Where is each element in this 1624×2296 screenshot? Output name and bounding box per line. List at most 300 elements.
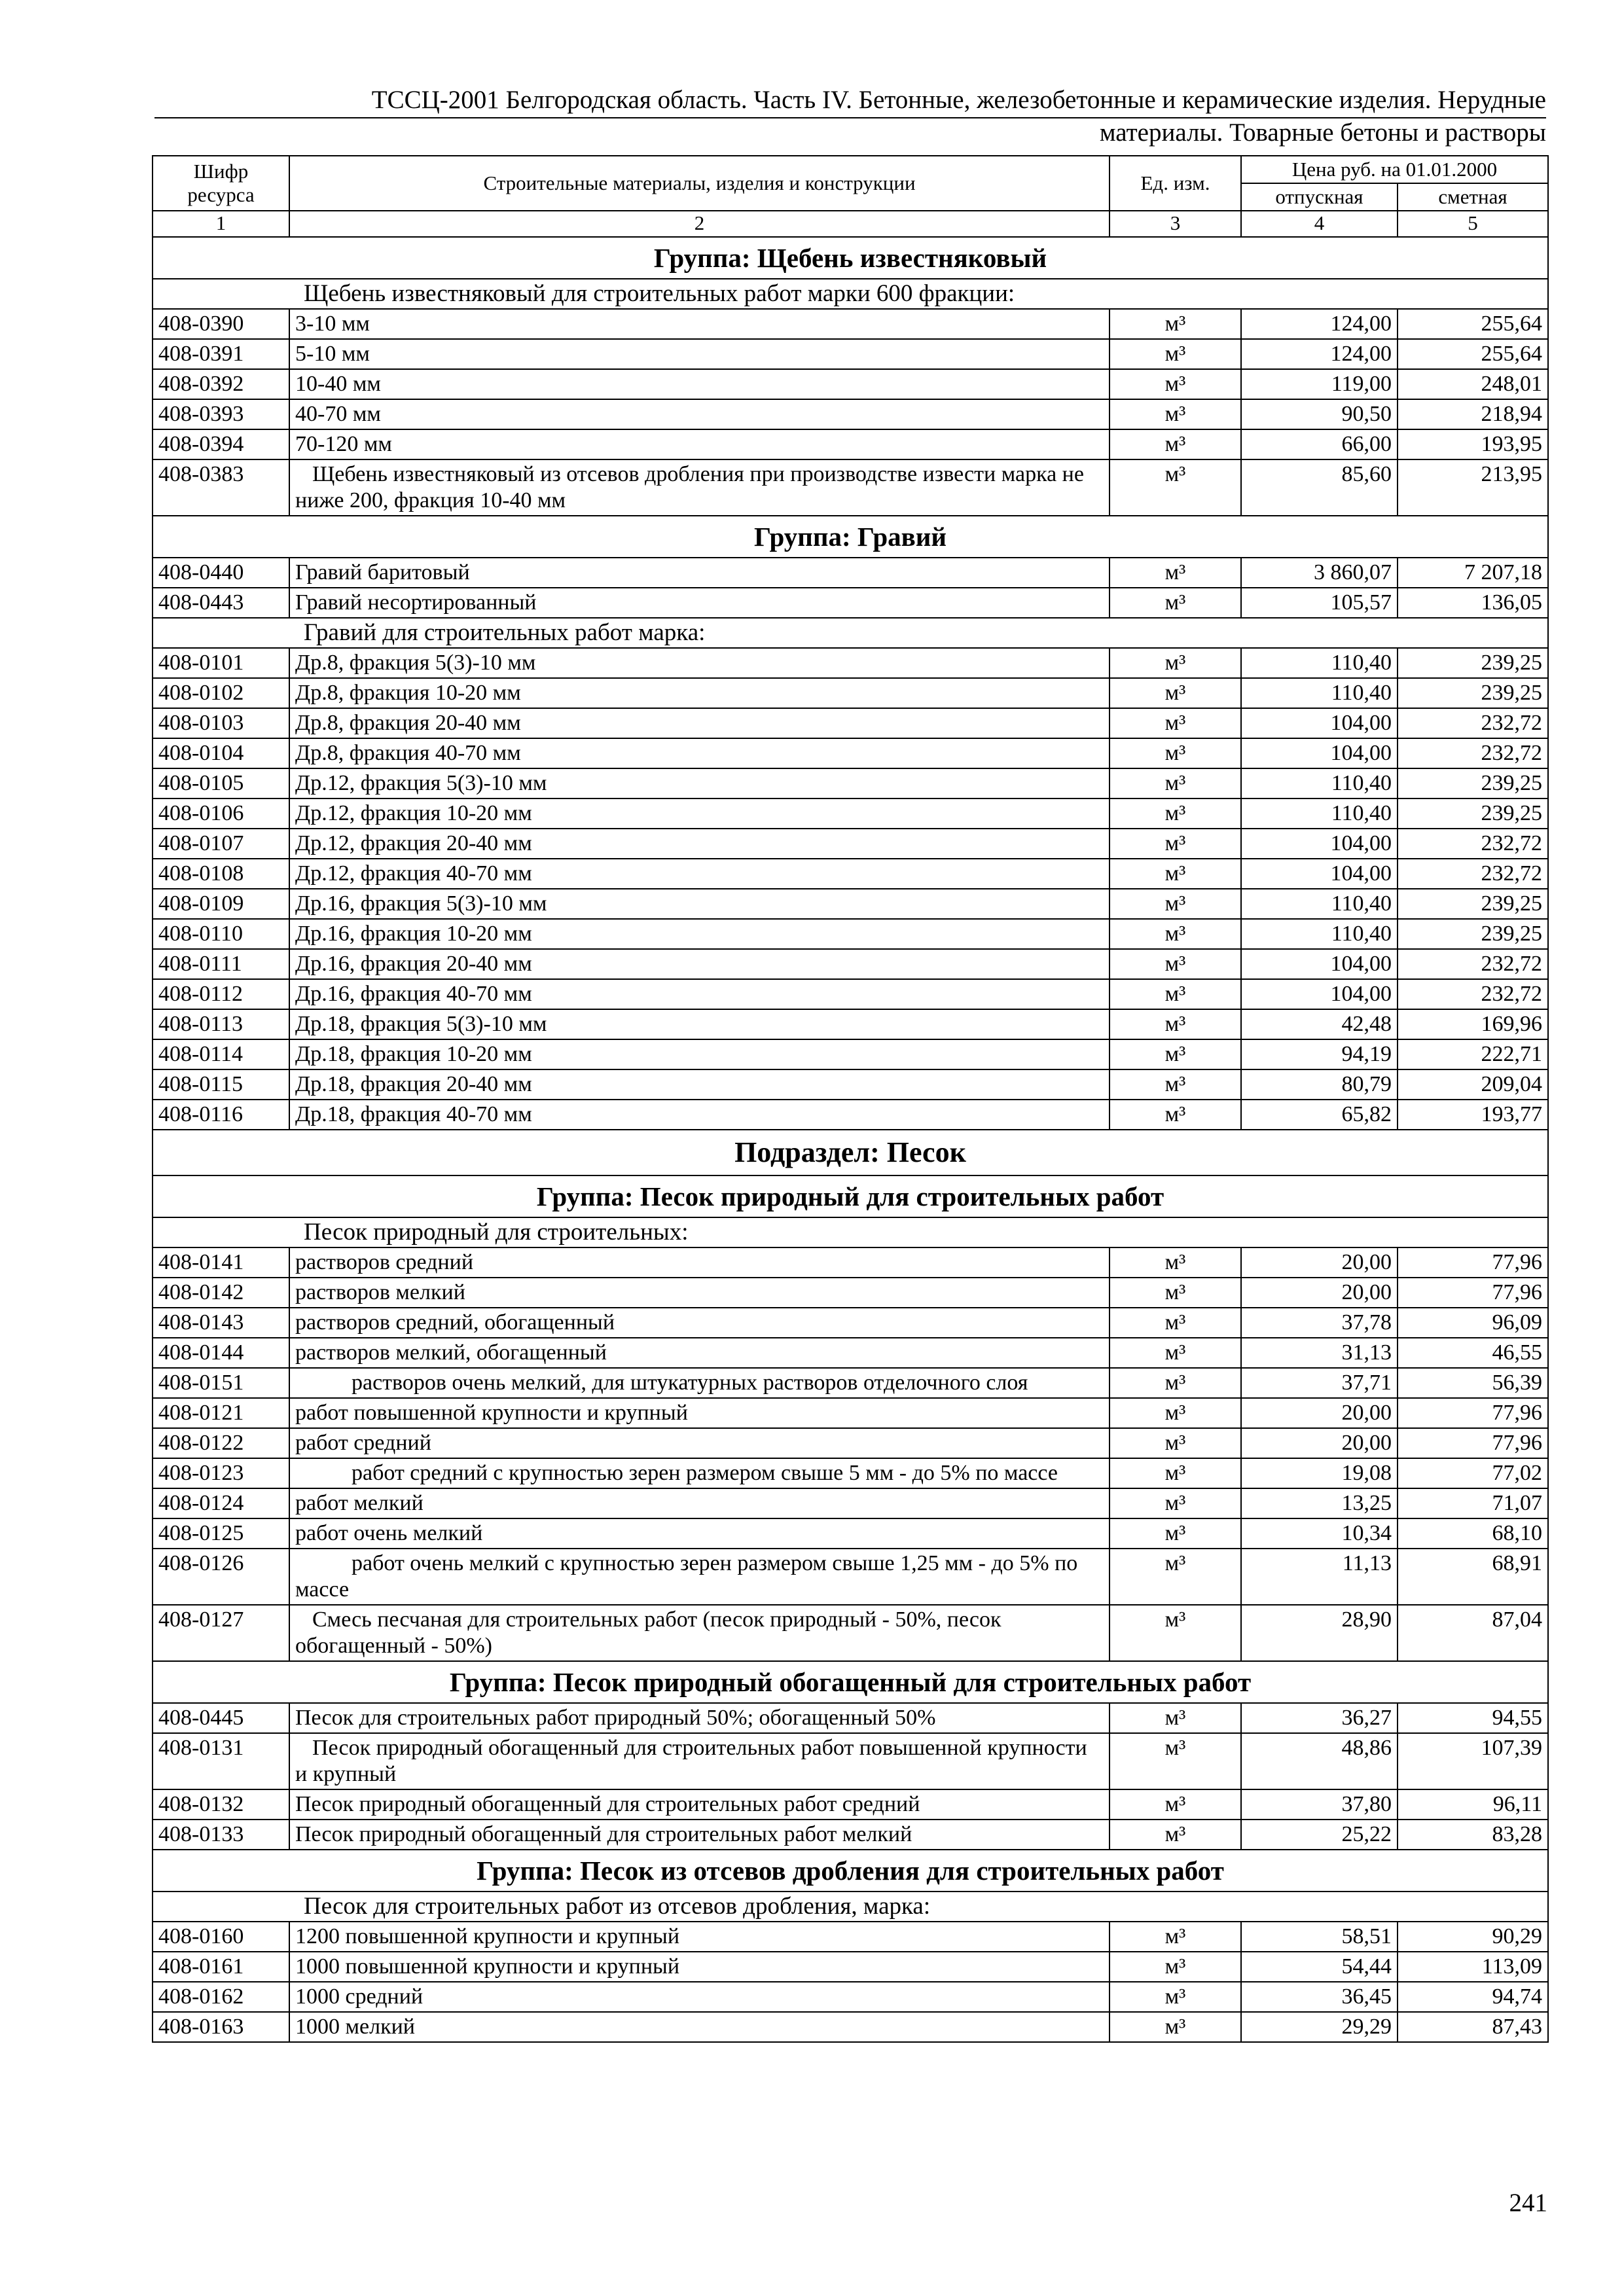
table-row bbox=[153, 1922, 1548, 1952]
header-line-1: ТССЦ-2001 Белгородская область. Часть IV. Бетонные, железобетонные и керамические изделия. Нерудные bbox=[371, 86, 1546, 114]
table-row bbox=[153, 558, 1548, 588]
material-name: Др.12, фракция 40-70 мм bbox=[289, 859, 1110, 889]
table-row bbox=[153, 1100, 1548, 1130]
unit: м³ bbox=[1110, 1039, 1241, 1069]
resource-code: 408-0103 bbox=[153, 708, 289, 738]
group-header-row bbox=[153, 1175, 1548, 1217]
unit: м³ bbox=[1110, 2012, 1241, 2042]
unit: м³ bbox=[1110, 1549, 1241, 1605]
unit: м³ bbox=[1110, 798, 1241, 829]
estimate-price: 77,96 bbox=[1398, 1428, 1548, 1458]
release-price: 104,00 bbox=[1241, 979, 1398, 1009]
table-row bbox=[153, 1982, 1548, 2012]
material-name: 40-70 мм bbox=[289, 399, 1110, 429]
unit: м³ bbox=[1110, 588, 1241, 618]
table-row bbox=[153, 1368, 1548, 1398]
estimate-price: 255,64 bbox=[1398, 309, 1548, 339]
resource-code: 408-0162 bbox=[153, 1982, 289, 2012]
estimate-price: 87,04 bbox=[1398, 1605, 1548, 1661]
price-table bbox=[152, 155, 1549, 2043]
table-row bbox=[153, 1458, 1548, 1488]
material-name: Гравий несортированный bbox=[289, 588, 1110, 618]
resource-code: 408-0392 bbox=[153, 369, 289, 399]
estimate-price: 77,96 bbox=[1398, 1398, 1548, 1428]
col-code-header: Шифр ресурса bbox=[153, 156, 289, 211]
release-price: 29,29 bbox=[1241, 2012, 1398, 2042]
material-name: Др.18, фракция 20-40 мм bbox=[289, 1069, 1110, 1100]
unit: м³ bbox=[1110, 708, 1241, 738]
release-price: 104,00 bbox=[1241, 949, 1398, 979]
estimate-price: 77,96 bbox=[1398, 1247, 1548, 1278]
group-title: Группа: Песок природный для строительных работ bbox=[153, 1175, 1548, 1217]
table-row bbox=[153, 949, 1548, 979]
release-price: 110,40 bbox=[1241, 919, 1398, 949]
release-price: 37,80 bbox=[1241, 1789, 1398, 1820]
material-name: работ очень мелкий bbox=[289, 1518, 1110, 1549]
resource-code: 408-0390 bbox=[153, 309, 289, 339]
table-row bbox=[153, 1069, 1548, 1100]
subgroup-title: Гравий для строительных работ марка: bbox=[153, 618, 1548, 648]
unit: м³ bbox=[1110, 1789, 1241, 1820]
resource-code: 408-0106 bbox=[153, 798, 289, 829]
estimate-price: 96,09 bbox=[1398, 1308, 1548, 1338]
release-price: 11,13 bbox=[1241, 1549, 1398, 1605]
subgroup-title-row bbox=[153, 1892, 1548, 1922]
unit: м³ bbox=[1110, 429, 1241, 459]
estimate-price: 248,01 bbox=[1398, 369, 1548, 399]
table-row bbox=[153, 1820, 1548, 1850]
resource-code: 408-0107 bbox=[153, 829, 289, 859]
col-number: 5 bbox=[1398, 211, 1548, 237]
resource-code: 408-0116 bbox=[153, 1100, 289, 1130]
table-row bbox=[153, 979, 1548, 1009]
release-price: 65,82 bbox=[1241, 1100, 1398, 1130]
material-name: Смесь песчаная для строительных работ (песок природный - 50%, песок обогащенный - 50%) bbox=[289, 1605, 1110, 1661]
unit: м³ bbox=[1110, 859, 1241, 889]
material-name: Песок природный обогащенный для строительных работ повышенной крупности и крупный bbox=[289, 1733, 1110, 1789]
material-name: 1000 мелкий bbox=[289, 2012, 1110, 2042]
resource-code: 408-0143 bbox=[153, 1308, 289, 1338]
release-price: 105,57 bbox=[1241, 588, 1398, 618]
estimate-price: 68,91 bbox=[1398, 1549, 1548, 1605]
estimate-price: 107,39 bbox=[1398, 1733, 1548, 1789]
release-price: 104,00 bbox=[1241, 738, 1398, 768]
release-price: 25,22 bbox=[1241, 1820, 1398, 1850]
resource-code: 408-0141 bbox=[153, 1247, 289, 1278]
subgroup-title: Песок природный для строительных: bbox=[153, 1217, 1548, 1247]
unit: м³ bbox=[1110, 648, 1241, 678]
table-row bbox=[153, 1278, 1548, 1308]
unit: м³ bbox=[1110, 399, 1241, 429]
table-row bbox=[153, 339, 1548, 369]
material-name: Др.12, фракция 10-20 мм bbox=[289, 798, 1110, 829]
material-name: 3-10 мм bbox=[289, 309, 1110, 339]
unit: м³ bbox=[1110, 678, 1241, 708]
table-row bbox=[153, 429, 1548, 459]
unit: м³ bbox=[1110, 979, 1241, 1009]
resource-code: 408-0115 bbox=[153, 1069, 289, 1100]
estimate-price: 87,43 bbox=[1398, 2012, 1548, 2042]
release-price: 42,48 bbox=[1241, 1009, 1398, 1039]
estimate-price: 96,11 bbox=[1398, 1789, 1548, 1820]
table-row bbox=[153, 369, 1548, 399]
col-number: 2 bbox=[289, 211, 1110, 237]
header-line-2: материалы. Товарные бетоны и растворы bbox=[1099, 118, 1546, 147]
release-price: 80,79 bbox=[1241, 1069, 1398, 1100]
release-price: 124,00 bbox=[1241, 339, 1398, 369]
table-row bbox=[153, 1518, 1548, 1549]
resource-code: 408-0163 bbox=[153, 2012, 289, 2042]
estimate-price: 232,72 bbox=[1398, 859, 1548, 889]
resource-code: 408-0112 bbox=[153, 979, 289, 1009]
unit: м³ bbox=[1110, 1247, 1241, 1278]
release-price: 20,00 bbox=[1241, 1428, 1398, 1458]
col-name-header: Строительные материалы, изделия и конструкции bbox=[289, 156, 1110, 211]
estimate-price: 90,29 bbox=[1398, 1922, 1548, 1952]
resource-code: 408-0105 bbox=[153, 768, 289, 798]
col-unit-header: Ед. изм. bbox=[1110, 156, 1241, 211]
resource-code: 408-0443 bbox=[153, 588, 289, 618]
release-price: 110,40 bbox=[1241, 768, 1398, 798]
resource-code: 408-0160 bbox=[153, 1922, 289, 1952]
material-name: растворов очень мелкий, для штукатурных растворов отделочного слоя bbox=[289, 1368, 1110, 1398]
estimate-price: 113,09 bbox=[1398, 1952, 1548, 1982]
table-row bbox=[153, 708, 1548, 738]
material-name: растворов средний, обогащенный bbox=[289, 1308, 1110, 1338]
resource-code: 408-0151 bbox=[153, 1368, 289, 1398]
unit: м³ bbox=[1110, 949, 1241, 979]
estimate-price: 239,25 bbox=[1398, 798, 1548, 829]
estimate-price: 94,74 bbox=[1398, 1982, 1548, 2012]
resource-code: 408-0131 bbox=[153, 1733, 289, 1789]
estimate-price: 77,02 bbox=[1398, 1458, 1548, 1488]
material-name: Песок для строительных работ природный 50%; обогащенный 50% bbox=[289, 1703, 1110, 1733]
material-name: Др.12, фракция 20-40 мм bbox=[289, 829, 1110, 859]
material-name: работ очень мелкий с крупностью зерен размером свыше 1,25 мм - до 5% по массе bbox=[289, 1549, 1110, 1605]
material-name: Песок природный обогащенный для строительных работ средний bbox=[289, 1789, 1110, 1820]
group-title: Группа: Песок из отсевов дробления для строительных работ bbox=[153, 1850, 1548, 1892]
material-name: 1000 средний bbox=[289, 1982, 1110, 2012]
unit: м³ bbox=[1110, 1922, 1241, 1952]
resource-code: 408-0114 bbox=[153, 1039, 289, 1069]
material-name: работ средний bbox=[289, 1428, 1110, 1458]
release-price: 85,60 bbox=[1241, 459, 1398, 516]
release-price: 48,86 bbox=[1241, 1733, 1398, 1789]
subgroup-title: Песок для строительных работ из отсевов дробления, марка: bbox=[153, 1892, 1548, 1922]
release-price: 20,00 bbox=[1241, 1247, 1398, 1278]
resource-code: 408-0113 bbox=[153, 1009, 289, 1039]
group-title: Группа: Песок природный обогащенный для строительных работ bbox=[153, 1661, 1548, 1703]
estimate-price: 169,96 bbox=[1398, 1009, 1548, 1039]
estimate-price: 239,25 bbox=[1398, 889, 1548, 919]
release-price: 104,00 bbox=[1241, 708, 1398, 738]
estimate-price: 232,72 bbox=[1398, 708, 1548, 738]
material-name: Песок природный обогащенный для строительных работ мелкий bbox=[289, 1820, 1110, 1850]
column-number-row bbox=[153, 211, 1548, 237]
table-row bbox=[153, 798, 1548, 829]
resource-code: 408-0125 bbox=[153, 1518, 289, 1549]
material-name: Др.8, фракция 5(3)-10 мм bbox=[289, 648, 1110, 678]
estimate-price: 232,72 bbox=[1398, 979, 1548, 1009]
unit: м³ bbox=[1110, 1518, 1241, 1549]
table-row bbox=[153, 1952, 1548, 1982]
release-price: 90,50 bbox=[1241, 399, 1398, 429]
table-row bbox=[153, 1338, 1548, 1368]
unit: м³ bbox=[1110, 1488, 1241, 1518]
estimate-price: 239,25 bbox=[1398, 678, 1548, 708]
unit: м³ bbox=[1110, 889, 1241, 919]
release-price: 54,44 bbox=[1241, 1952, 1398, 1982]
unit: м³ bbox=[1110, 1952, 1241, 1982]
unit: м³ bbox=[1110, 339, 1241, 369]
material-name: 1200 повышенной крупности и крупный bbox=[289, 1922, 1110, 1952]
table-row bbox=[153, 829, 1548, 859]
estimate-price: 46,55 bbox=[1398, 1338, 1548, 1368]
material-name: Др.8, фракция 20-40 мм bbox=[289, 708, 1110, 738]
release-price: 110,40 bbox=[1241, 678, 1398, 708]
material-name: Др.16, фракция 10-20 мм bbox=[289, 919, 1110, 949]
unit: м³ bbox=[1110, 558, 1241, 588]
unit: м³ bbox=[1110, 1009, 1241, 1039]
subgroup-title-row bbox=[153, 1217, 1548, 1247]
resource-code: 408-0445 bbox=[153, 1703, 289, 1733]
release-price: 110,40 bbox=[1241, 889, 1398, 919]
table-row bbox=[153, 738, 1548, 768]
release-price: 119,00 bbox=[1241, 369, 1398, 399]
col-release-header: отпускная bbox=[1241, 183, 1398, 211]
release-price: 10,34 bbox=[1241, 1518, 1398, 1549]
running-header bbox=[154, 84, 1546, 149]
resource-code: 408-0109 bbox=[153, 889, 289, 919]
release-price: 3 860,07 bbox=[1241, 558, 1398, 588]
section-title: Подраздел: Песок bbox=[153, 1130, 1548, 1175]
estimate-price: 56,39 bbox=[1398, 1368, 1548, 1398]
release-price: 37,71 bbox=[1241, 1368, 1398, 1398]
resource-code: 408-0391 bbox=[153, 339, 289, 369]
material-name: Др.18, фракция 5(3)-10 мм bbox=[289, 1009, 1110, 1039]
unit: м³ bbox=[1110, 1428, 1241, 1458]
release-price: 94,19 bbox=[1241, 1039, 1398, 1069]
unit: м³ bbox=[1110, 1100, 1241, 1130]
estimate-price: 68,10 bbox=[1398, 1518, 1548, 1549]
material-name: 5-10 мм bbox=[289, 339, 1110, 369]
unit: м³ bbox=[1110, 1069, 1241, 1100]
unit: м³ bbox=[1110, 919, 1241, 949]
material-name: Гравий баритовый bbox=[289, 558, 1110, 588]
unit: м³ bbox=[1110, 1458, 1241, 1488]
table-row bbox=[153, 1039, 1548, 1069]
material-name: работ мелкий bbox=[289, 1488, 1110, 1518]
table-row bbox=[153, 1733, 1548, 1789]
unit: м³ bbox=[1110, 1982, 1241, 2012]
resource-code: 408-0124 bbox=[153, 1488, 289, 1518]
table-row bbox=[153, 1308, 1548, 1338]
estimate-price: 255,64 bbox=[1398, 339, 1548, 369]
release-price: 110,40 bbox=[1241, 798, 1398, 829]
table-header-row bbox=[153, 156, 1548, 183]
material-name: Др.16, фракция 40-70 мм bbox=[289, 979, 1110, 1009]
group-header-row bbox=[153, 237, 1548, 279]
table-row bbox=[153, 648, 1548, 678]
resource-code: 408-0144 bbox=[153, 1338, 289, 1368]
material-name: Др.8, фракция 10-20 мм bbox=[289, 678, 1110, 708]
table-row bbox=[153, 678, 1548, 708]
release-price: 13,25 bbox=[1241, 1488, 1398, 1518]
resource-code: 408-0394 bbox=[153, 429, 289, 459]
material-name: Др.18, фракция 40-70 мм bbox=[289, 1100, 1110, 1130]
estimate-price: 193,77 bbox=[1398, 1100, 1548, 1130]
resource-code: 408-0110 bbox=[153, 919, 289, 949]
estimate-price: 239,25 bbox=[1398, 648, 1548, 678]
unit: м³ bbox=[1110, 1308, 1241, 1338]
material-name: работ средний с крупностью зерен размером свыше 5 мм - до 5% по массе bbox=[289, 1458, 1110, 1488]
resource-code: 408-0102 bbox=[153, 678, 289, 708]
table-row bbox=[153, 399, 1548, 429]
resource-code: 408-0108 bbox=[153, 859, 289, 889]
estimate-price: 94,55 bbox=[1398, 1703, 1548, 1733]
material-name: 10-40 мм bbox=[289, 369, 1110, 399]
material-name: 1000 повышенной крупности и крупный bbox=[289, 1952, 1110, 1982]
col-estimate-header: сметная bbox=[1398, 183, 1548, 211]
subgroup-title-row bbox=[153, 618, 1548, 648]
resource-code: 408-0101 bbox=[153, 648, 289, 678]
material-name: Др.12, фракция 5(3)-10 мм bbox=[289, 768, 1110, 798]
table-row bbox=[153, 1605, 1548, 1661]
col-number: 1 bbox=[153, 211, 289, 237]
estimate-price: 71,07 bbox=[1398, 1488, 1548, 1518]
release-price: 110,40 bbox=[1241, 648, 1398, 678]
estimate-price: 209,04 bbox=[1398, 1069, 1548, 1100]
estimate-price: 239,25 bbox=[1398, 768, 1548, 798]
release-price: 124,00 bbox=[1241, 309, 1398, 339]
unit: м³ bbox=[1110, 1605, 1241, 1661]
resource-code: 408-0104 bbox=[153, 738, 289, 768]
resource-code: 408-0127 bbox=[153, 1605, 289, 1661]
estimate-price: 232,72 bbox=[1398, 829, 1548, 859]
table-row bbox=[153, 1789, 1548, 1820]
estimate-price: 239,25 bbox=[1398, 919, 1548, 949]
resource-code: 408-0126 bbox=[153, 1549, 289, 1605]
resource-code: 408-0393 bbox=[153, 399, 289, 429]
col-number: 4 bbox=[1241, 211, 1398, 237]
header-rule bbox=[154, 117, 1546, 118]
unit: м³ bbox=[1110, 768, 1241, 798]
table-row bbox=[153, 1428, 1548, 1458]
estimate-price: 136,05 bbox=[1398, 588, 1548, 618]
release-price: 37,78 bbox=[1241, 1308, 1398, 1338]
group-title: Группа: Гравий bbox=[153, 516, 1548, 558]
resource-code: 408-0123 bbox=[153, 1458, 289, 1488]
unit: м³ bbox=[1110, 1733, 1241, 1789]
resource-code: 408-0440 bbox=[153, 558, 289, 588]
material-name: растворов средний bbox=[289, 1247, 1110, 1278]
estimate-price: 7 207,18 bbox=[1398, 558, 1548, 588]
material-name: Щебень известняковый из отсевов дробления при производстве извести марка не ниже 200, фракция 10-40 мм bbox=[289, 459, 1110, 516]
unit: м³ bbox=[1110, 829, 1241, 859]
resource-code: 408-0161 bbox=[153, 1952, 289, 1982]
table-row bbox=[153, 588, 1548, 618]
release-price: 19,08 bbox=[1241, 1458, 1398, 1488]
unit: м³ bbox=[1110, 309, 1241, 339]
table-row bbox=[153, 919, 1548, 949]
estimate-price: 232,72 bbox=[1398, 738, 1548, 768]
subgroup-title-row bbox=[153, 279, 1548, 309]
group-header-row bbox=[153, 1850, 1548, 1892]
table-row bbox=[153, 1549, 1548, 1605]
release-price: 58,51 bbox=[1241, 1922, 1398, 1952]
material-name: Др.16, фракция 20-40 мм bbox=[289, 949, 1110, 979]
group-title: Группа: Щебень известняковый bbox=[153, 237, 1548, 279]
unit: м³ bbox=[1110, 1398, 1241, 1428]
release-price: 20,00 bbox=[1241, 1278, 1398, 1308]
table-row bbox=[153, 309, 1548, 339]
table-row bbox=[153, 1009, 1548, 1039]
material-name: растворов мелкий, обогащенный bbox=[289, 1338, 1110, 1368]
estimate-price: 232,72 bbox=[1398, 949, 1548, 979]
resource-code: 408-0132 bbox=[153, 1789, 289, 1820]
unit: м³ bbox=[1110, 738, 1241, 768]
material-name: Др.8, фракция 40-70 мм bbox=[289, 738, 1110, 768]
table-row bbox=[153, 1488, 1548, 1518]
unit: м³ bbox=[1110, 459, 1241, 516]
release-price: 66,00 bbox=[1241, 429, 1398, 459]
table-row bbox=[153, 459, 1548, 516]
group-header-row bbox=[153, 1661, 1548, 1703]
release-price: 104,00 bbox=[1241, 829, 1398, 859]
table-row bbox=[153, 1247, 1548, 1278]
release-price: 36,27 bbox=[1241, 1703, 1398, 1733]
estimate-price: 222,71 bbox=[1398, 1039, 1548, 1069]
page-number: 241 bbox=[1509, 2189, 1547, 2217]
material-name: растворов мелкий bbox=[289, 1278, 1110, 1308]
table-row bbox=[153, 889, 1548, 919]
material-name: работ повышенной крупности и крупный bbox=[289, 1398, 1110, 1428]
release-price: 20,00 bbox=[1241, 1398, 1398, 1428]
section-header-row bbox=[153, 1130, 1548, 1175]
resource-code: 408-0121 bbox=[153, 1398, 289, 1428]
material-name: Др.16, фракция 5(3)-10 мм bbox=[289, 889, 1110, 919]
table-body bbox=[153, 237, 1548, 2042]
table-row bbox=[153, 768, 1548, 798]
unit: м³ bbox=[1110, 369, 1241, 399]
material-name: 70-120 мм bbox=[289, 429, 1110, 459]
estimate-price: 83,28 bbox=[1398, 1820, 1548, 1850]
subgroup-title: Щебень известняковый для строительных работ марки 600 фракции: bbox=[153, 279, 1548, 309]
material-name: Др.18, фракция 10-20 мм bbox=[289, 1039, 1110, 1069]
release-price: 36,45 bbox=[1241, 1982, 1398, 2012]
group-header-row bbox=[153, 516, 1548, 558]
resource-code: 408-0383 bbox=[153, 459, 289, 516]
estimate-price: 193,95 bbox=[1398, 429, 1548, 459]
resource-code: 408-0133 bbox=[153, 1820, 289, 1850]
unit: м³ bbox=[1110, 1278, 1241, 1308]
table-row bbox=[153, 1703, 1548, 1733]
col-price-header: Цена руб. на 01.01.2000 bbox=[1241, 156, 1548, 183]
table-row bbox=[153, 859, 1548, 889]
unit: м³ bbox=[1110, 1368, 1241, 1398]
unit: м³ bbox=[1110, 1338, 1241, 1368]
release-price: 104,00 bbox=[1241, 859, 1398, 889]
release-price: 28,90 bbox=[1241, 1605, 1398, 1661]
resource-code: 408-0122 bbox=[153, 1428, 289, 1458]
resource-code: 408-0111 bbox=[153, 949, 289, 979]
unit: м³ bbox=[1110, 1703, 1241, 1733]
estimate-price: 218,94 bbox=[1398, 399, 1548, 429]
estimate-price: 213,95 bbox=[1398, 459, 1548, 516]
table-row bbox=[153, 2012, 1548, 2042]
unit: м³ bbox=[1110, 1820, 1241, 1850]
release-price: 31,13 bbox=[1241, 1338, 1398, 1368]
